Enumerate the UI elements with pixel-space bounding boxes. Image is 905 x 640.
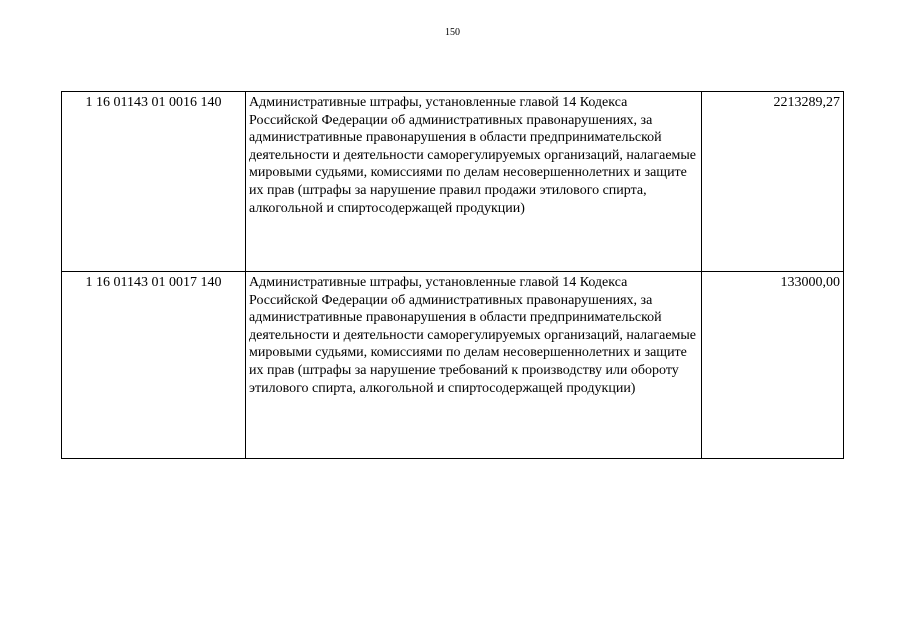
page-number: 150 [445, 27, 460, 38]
budget-classification-code: 1 16 01143 01 0017 140 [62, 272, 246, 459]
budget-revenue-table [61, 91, 844, 459]
table-row [62, 92, 844, 272]
revenue-amount: 2213289,27 [702, 92, 844, 272]
revenue-description: Административные штрафы, установленные главой 14 Кодекса Российской Федерации об административных правонарушениях, за административные правонарушения в области предпринимательской деятельности и деятельности саморегулируемых организаций, налагаемые мировыми судьями, комиссиями по делам несовершеннолетних и защите их прав (штрафы за нарушение требований к производству или обороту этилового спирта, алкогольной и спиртосодержащей продукции) [246, 272, 702, 459]
budget-classification-code: 1 16 01143 01 0016 140 [62, 92, 246, 272]
revenue-description: Административные штрафы, установленные главой 14 Кодекса Российской Федерации об административных правонарушениях, за административные правонарушения в области предпринимательской деятельности и деятельности саморегулируемых организаций, налагаемые мировыми судьями, комиссиями по делам несовершеннолетних и защите их прав (штрафы за нарушение правил продажи этилового спирта, алкогольной и спиртосодержащей продукции) [246, 92, 702, 272]
revenue-amount: 133000,00 [702, 272, 844, 459]
table-row [62, 272, 844, 459]
